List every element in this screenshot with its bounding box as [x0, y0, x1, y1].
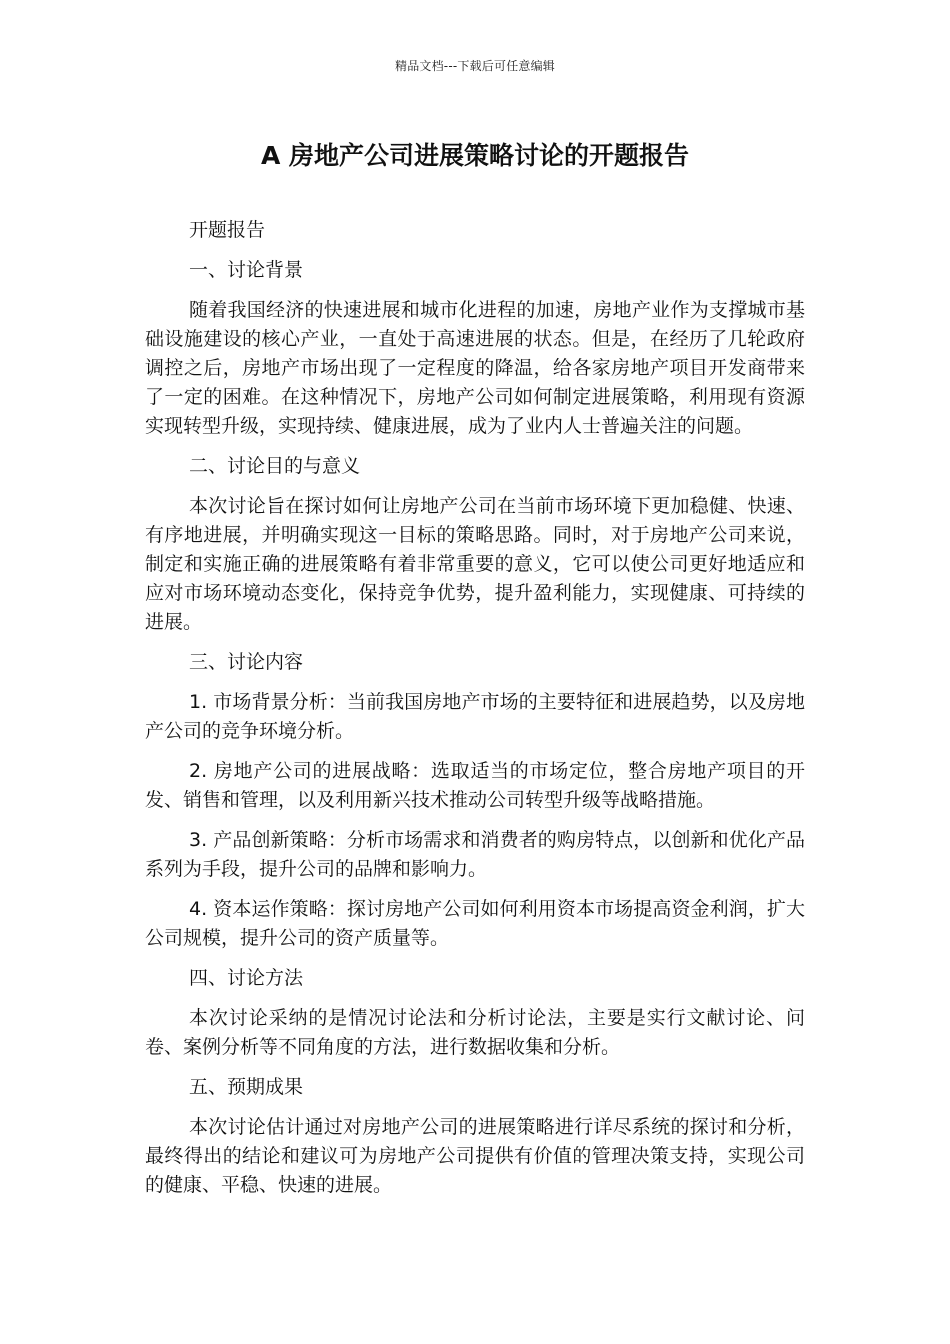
list-item-product-innovation: 3. 产品创新策略：分析市场需求和消费者的购房特点，以创新和优化产品系列为手段，提升公司的品牌和影响力。	[145, 829, 805, 880]
section-heading-method: 四、讨论方法	[189, 967, 304, 989]
section-heading-results: 五、预期成果	[189, 1076, 304, 1098]
paragraph-method: 本次讨论采纳的是情况讨论法和分析讨论法，主要是实行文献讨论、问卷、案例分析等不同角度的方法，进行数据收集和分析。	[145, 1007, 805, 1058]
list-item-market-analysis: 1. 市场背景分析：当前我国房地产市场的主要特征和进展趋势，以及房地产公司的竞争环境分析。	[145, 691, 805, 742]
section-heading-content: 三、讨论内容	[189, 651, 304, 673]
list-item-strategy: 2. 房地产公司的进展战略：选取适当的市场定位，整合房地产项目的开发、销售和管理，以及利用新兴技术推动公司转型升级等战略措施。	[145, 760, 805, 811]
report-label: 开题报告	[189, 219, 266, 241]
page-header-note: 精品文档---下载后可任意编辑	[395, 59, 555, 73]
list-item-capital-operation: 4. 资本运作策略：探讨房地产公司如何利用资本市场提高资金利润，扩大公司规模，提升公司的资产质量等。	[145, 898, 805, 949]
section-heading-purpose: 二、讨论目的与意义	[189, 455, 361, 477]
paragraph-purpose: 本次讨论旨在探讨如何让房地产公司在当前市场环境下更加稳健、快速、有序地进展，并明确实现这一目标的策略思路。同时，对于房地产公司来说，制定和实施正确的进展策略有着非常重要的意义，它可以使公司更好地适应和应对市场环境动态变化，保持竞争优势，提升盈利能力，实现健康、可持续的进展。	[145, 495, 805, 633]
section-heading-background: 一、讨论背景	[189, 259, 304, 281]
document-title: A 房地产公司进展策略讨论的开题报告	[260, 141, 690, 170]
paragraph-results: 本次讨论估计通过对房地产公司的进展策略进行详尽系统的探讨和分析，最终得出的结论和建议可为房地产公司提供有价值的管理决策支持，实现公司的健康、平稳、快速的进展。	[145, 1116, 805, 1196]
paragraph-background: 随着我国经济的快速进展和城市化进程的加速，房地产业作为支撑城市基础设施建设的核心产业，一直处于高速进展的状态。但是，在经历了几轮政府调控之后，房地产市场出现了一定程度的降温，给各家房地产项目开发商带来了一定的困难。在这种情况下，房地产公司如何制定进展策略，利用现有资源实现转型升级，实现持续、健康进展，成为了业内人士普遍关注的问题。	[145, 299, 805, 437]
document-body	[145, 216, 805, 1211]
